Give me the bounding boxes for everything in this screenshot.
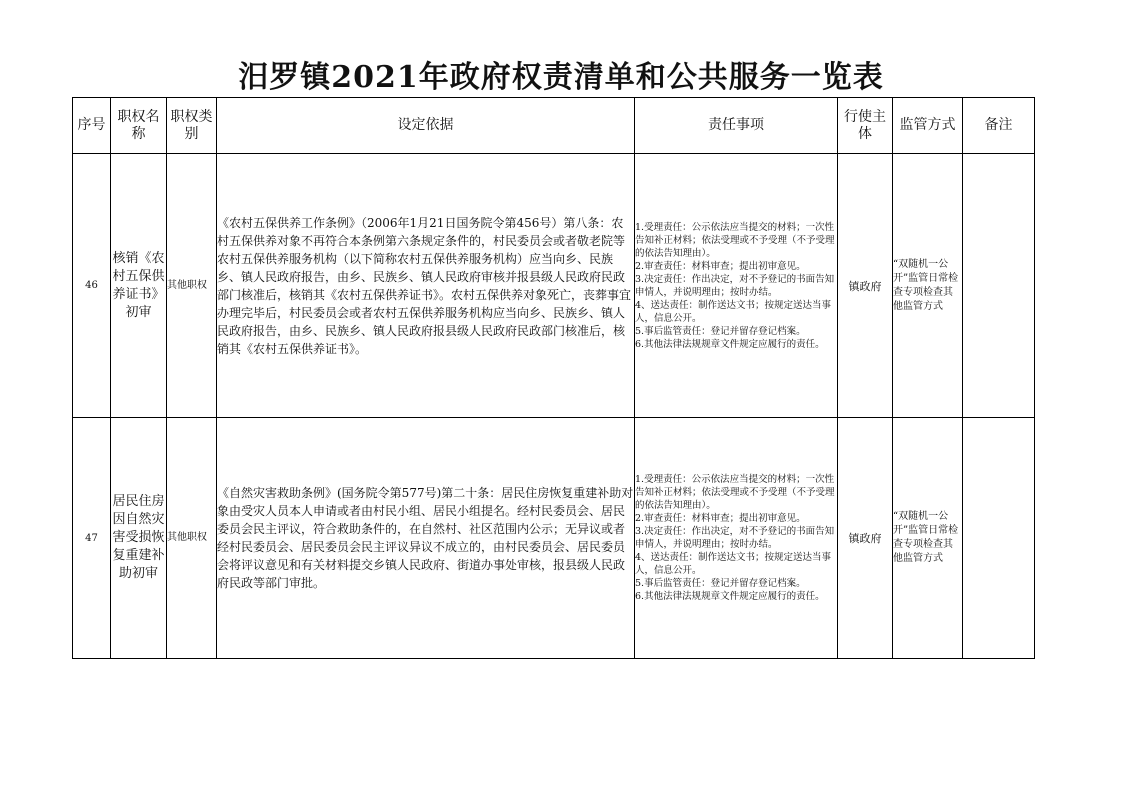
table-row [73, 154, 1035, 418]
table-row [73, 418, 1035, 659]
power-type: 其他职权 [167, 154, 217, 418]
responsibility-item: 4、送达责任：制作送达文书；按规定送达当事人，信息公开。 [635, 299, 832, 324]
responsibility-item: 6.其他法律法规规章文件规定应履行的责任。 [635, 591, 825, 602]
header-name: 职权名称 [111, 98, 167, 154]
responsibility-item: 5.事后监管责任：登记并留存登记档案。 [635, 578, 806, 589]
header-actor: 行使主体 [838, 98, 893, 154]
note-cell [963, 418, 1035, 659]
responsibility-item: 3.决定责任：作出决定，对不予登记的书面告知申情人，并说明理由；按时办结。 [635, 273, 835, 298]
table-header-row [73, 98, 1035, 154]
power-name: 居民住房因自然灾害受损恢复重建补助初审 [111, 418, 167, 659]
header-responsibility: 责任事项 [635, 98, 838, 154]
header-note: 备注 [963, 98, 1035, 154]
responsibility-item: 1.受理责任：公示依法应当提交的材料；一次性告知补正材料；依法受理或不予受理（不予受理的依法告知理由）。 [635, 474, 835, 511]
responsibility-item: 4、送达责任：制作送达文书；按规定送达当事人，信息公开。 [635, 552, 832, 576]
responsibility-table [72, 97, 1035, 659]
power-type: 其他职权 [167, 418, 217, 659]
note-cell [963, 154, 1035, 418]
responsibility-items [635, 418, 838, 659]
supervision-method: “双随机一公开”监管日常检查专项检查其他监管方式 [893, 154, 963, 418]
acting-body: 镇政府 [838, 418, 893, 659]
power-name: 核销《农村五保供养证书》初审 [111, 154, 167, 418]
header-basis: 设定依据 [217, 98, 635, 154]
row-number: 47 [73, 418, 111, 659]
supervision-method: “双随机一公开”监管日常检查专项检查其他监管方式 [893, 418, 963, 659]
header-no: 序号 [73, 98, 111, 154]
responsibility-item: 6.其他法律法规规章文件规定应履行的责任。 [635, 338, 825, 350]
responsibility-item: 1.受理责任：公示依法应当提交的材料；一次性告知补正材料；依法受理或不予受理（不予受理的依法告知理由）。 [635, 221, 835, 259]
legal-basis: 《农村五保供养工作条例》（2006年1月21日国务院令第456号）第八条：农村五保供养对象不再符合本条例第六条规定条件的，村民委员会或者敬老院等农村五保供养服务机构（以下简称农村五保供养服务机构）应当向乡、民族乡、镇人民政府报告，由乡、民族乡、镇人民政府审核并报县级人民政府民政部门核准后，核销其《农村五保供养证书》。农村五保供养对象死亡，丧葬事宜办理完毕后，村民委员会或者农村五保供养服务机构应当向乡、民族乡、镇人民政府报告，由乡、民族乡、镇人民政府报县级人民政府民政部门核准后，核销其《农村五保供养证书》。 [217, 154, 635, 418]
responsibility-item: 5.事后监管责任：登记并留存登记档案。 [635, 325, 806, 337]
responsibility-item: 2.审查责任：材料审查；提出初审意见。 [635, 260, 806, 272]
responsibility-item: 2.审查责任：材料审查；提出初审意见。 [635, 513, 806, 524]
responsibility-items [635, 154, 838, 418]
header-type: 职权类别 [167, 98, 217, 154]
header-supervision: 监管方式 [893, 98, 963, 154]
acting-body: 镇政府 [838, 154, 893, 418]
legal-basis: 《自然灾害救助条例》(国务院令第577号)第二十条：居民住房恢复重建补助对象由受灾人员本人申请或者由村民小组、居民小组提名。经村民委员会、居民委员会民主评议，符合救助条件的，在自然村、社区范围内公示；无异议或者经村民委员会、居民委员会民主评议异议不成立的，由村民委员会、居民委员会将评议意见和有关材料提交乡镇人民政府、街道办事处审核，报县级人民政府民政等部门审批。 [217, 418, 635, 659]
row-number: 46 [73, 154, 111, 418]
responsibility-item: 3.决定责任：作出决定，对不予登记的书面告知申情人，并说明理由；按时办结。 [635, 526, 835, 550]
page-title: 汨罗镇2021年政府权责清单和公共服务一览表 [238, 60, 884, 95]
